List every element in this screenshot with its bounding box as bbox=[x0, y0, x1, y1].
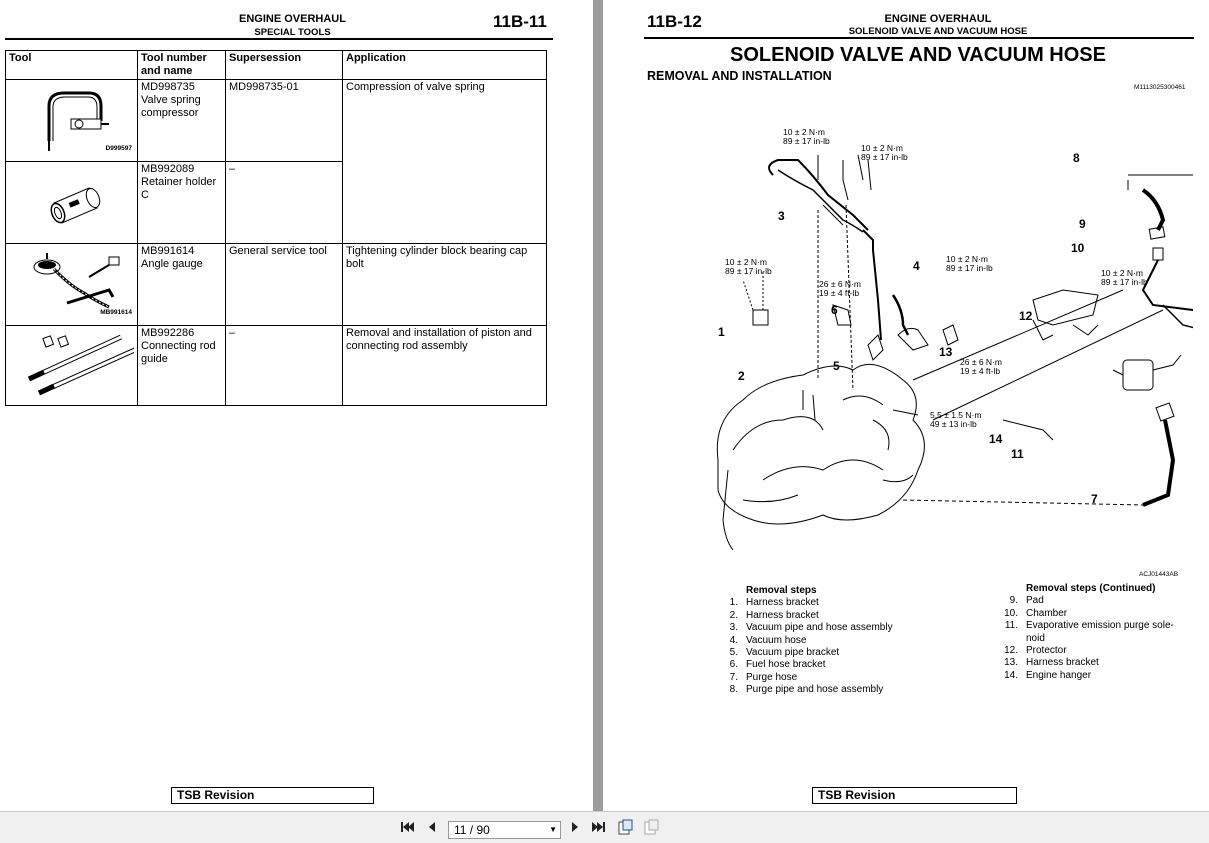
list-item: 2. Harness bracket bbox=[729, 609, 819, 621]
header-title: ENGINE OVERHAUL bbox=[884, 13, 992, 25]
page-number: 11B-11 bbox=[493, 12, 547, 31]
last-page-icon bbox=[590, 818, 608, 836]
callout-11: 11 bbox=[1011, 447, 1024, 461]
right-page bbox=[603, 0, 1209, 811]
tsb-revision-box: TSB Revision bbox=[812, 787, 1017, 804]
figure-code: ACJ01443AB bbox=[1139, 571, 1179, 578]
header-rule bbox=[5, 38, 553, 40]
callout-5: 5 bbox=[833, 359, 840, 373]
list-item: 8. Purge pipe and hose assembly bbox=[729, 684, 884, 696]
page-number: 11B-12 bbox=[647, 12, 702, 31]
callout-9: 9 bbox=[1079, 217, 1086, 231]
first-page-icon bbox=[398, 818, 416, 836]
double-page-view-button[interactable] bbox=[642, 818, 660, 836]
tool-supersession: MD998735-01 bbox=[226, 80, 343, 162]
torque-imp: 89 ± 17 in-lb bbox=[725, 266, 772, 276]
list-item: 10. Chamber bbox=[1004, 607, 1068, 619]
single-page-view-button[interactable] bbox=[616, 818, 634, 836]
torque-nm: 10 ± 2 N·m bbox=[1101, 268, 1143, 278]
previous-page-button[interactable] bbox=[423, 818, 441, 836]
connecting-rod-guide-illustration bbox=[9, 327, 134, 403]
list-item: 3. Vacuum pipe and hose assembly bbox=[729, 622, 893, 634]
col-header-number: Tool number and name bbox=[138, 51, 226, 80]
callout-7: 7 bbox=[1091, 492, 1098, 506]
torque-nm: 10 ± 2 N·m bbox=[946, 254, 988, 264]
steps-heading: Removal steps bbox=[746, 585, 817, 596]
tool-number-name: MB992286 Connecting rod guide bbox=[138, 326, 226, 406]
list-item: 6. Fuel hose bracket bbox=[729, 659, 826, 671]
table-row bbox=[6, 326, 547, 406]
torque-imp: 89 ± 17 in-lb bbox=[861, 152, 908, 162]
special-tools-table bbox=[5, 50, 547, 406]
exploded-diagram bbox=[703, 120, 1193, 570]
tool-image-cell bbox=[6, 326, 138, 406]
torque-nm: 26 ± 6 N·m bbox=[819, 279, 861, 289]
retainer-holder-illustration bbox=[9, 163, 134, 241]
tool-supersession: – bbox=[226, 162, 343, 244]
torque-nm: 5.5 ± 1.5 N·m bbox=[930, 410, 982, 420]
list-item: 9. Pad bbox=[1009, 595, 1044, 607]
tool-supersession: – bbox=[226, 326, 343, 406]
tool-image-cell bbox=[6, 80, 138, 162]
tool-application: Tightening cylinder block bearing cap bolt bbox=[343, 244, 547, 326]
tool-number-name: MB991614 Angle gauge bbox=[138, 244, 226, 326]
torque-nm: 10 ± 2 N·m bbox=[783, 127, 825, 137]
torque-imp: 19 ± 4 ft-lb bbox=[819, 288, 860, 298]
torque-imp: 89 ± 17 in-lb bbox=[783, 136, 830, 146]
removal-steps-continued-list bbox=[1000, 583, 1190, 682]
torque-imp: 89 ± 17 in-lb bbox=[1101, 277, 1148, 287]
table-row bbox=[6, 80, 547, 162]
page-indicator: 11 / 90 bbox=[454, 823, 490, 837]
header-subtitle: SOLENOID VALVE AND VACUUM HOSE bbox=[848, 26, 1028, 37]
col-header-application: Application bbox=[343, 51, 547, 80]
section-title: SOLENOID VALVE AND VACUUM HOSE bbox=[730, 44, 1106, 66]
removal-steps-list bbox=[722, 585, 893, 697]
callout-6: 6 bbox=[831, 303, 838, 317]
tool-number-name: MD998735 Valve spring compressor bbox=[138, 80, 226, 162]
col-header-tool: Tool bbox=[6, 51, 138, 80]
tool-application: Compression of valve spring bbox=[343, 80, 547, 244]
next-page-icon bbox=[566, 818, 584, 836]
callout-12: 12 bbox=[1019, 309, 1033, 323]
torque-nm: 10 ± 2 N·m bbox=[725, 257, 767, 267]
callout-4: 4 bbox=[913, 259, 920, 273]
torque-imp: 89 ± 17 in-lb bbox=[946, 263, 993, 273]
list-item: 11. Evaporative emission purge sole- noid bbox=[1004, 620, 1174, 644]
torque-imp: 49 ± 13 in-lb bbox=[930, 419, 977, 429]
figure-id: M1113025300461 bbox=[1134, 84, 1186, 91]
table-header-row bbox=[6, 51, 547, 80]
page-view-icon bbox=[616, 818, 634, 836]
list-item: 14. Engine hanger bbox=[1004, 669, 1092, 681]
list-item: 5. Vacuum pipe bracket bbox=[729, 647, 840, 659]
tool-code: D999597 bbox=[105, 145, 132, 152]
list-item: 4. Vacuum hose bbox=[729, 634, 807, 646]
list-item: 7. Purge hose bbox=[729, 671, 798, 683]
list-item: 1. Harness bracket bbox=[729, 597, 819, 609]
callout-13: 13 bbox=[939, 345, 953, 359]
table-row bbox=[6, 244, 547, 326]
viewer-toolbar bbox=[0, 811, 1209, 843]
list-item: 13. Harness bracket bbox=[1004, 657, 1099, 669]
list-item: 12. Protector bbox=[1004, 645, 1067, 657]
callout-3: 3 bbox=[778, 209, 785, 223]
tool-application: Removal and installation of piston and connecting rod assembly bbox=[343, 326, 547, 406]
tool-image-cell bbox=[6, 162, 138, 244]
section-subtitle: REMOVAL AND INSTALLATION bbox=[647, 69, 832, 83]
previous-page-icon bbox=[423, 818, 441, 836]
header-title: ENGINE OVERHAUL bbox=[239, 13, 346, 25]
next-page-button[interactable] bbox=[566, 818, 584, 836]
header-rule bbox=[644, 37, 1194, 39]
callout-1: 1 bbox=[718, 325, 725, 339]
torque-nm: 10 ± 2 N·m bbox=[861, 143, 903, 153]
callout-14: 14 bbox=[989, 432, 1003, 446]
torque-imp: 19 ± 4 ft-lb bbox=[960, 366, 1001, 376]
tool-code: MB991614 bbox=[100, 309, 132, 316]
tsb-revision-box: TSB Revision bbox=[171, 787, 374, 804]
tool-supersession: General service tool bbox=[226, 244, 343, 326]
header-subtitle: SPECIAL TOOLS bbox=[254, 27, 331, 38]
torque-nm: 26 ± 6 N·m bbox=[960, 357, 1002, 367]
col-header-supersession: Supersession bbox=[226, 51, 343, 80]
tool-image-cell bbox=[6, 244, 138, 326]
left-page bbox=[0, 0, 593, 811]
callout-10: 10 bbox=[1071, 241, 1085, 255]
first-page-button[interactable] bbox=[398, 818, 416, 836]
pages-view-icon bbox=[642, 818, 660, 836]
last-page-button[interactable] bbox=[590, 818, 608, 836]
callout-2: 2 bbox=[738, 369, 745, 383]
chevron-down-icon: ▼ bbox=[549, 825, 557, 834]
tool-number-name: MB992089 Retainer holder C bbox=[138, 162, 226, 244]
steps-heading: Removal steps (Continued) bbox=[1026, 583, 1156, 594]
callout-8: 8 bbox=[1073, 151, 1080, 165]
page-divider bbox=[593, 0, 603, 811]
page-select[interactable] bbox=[448, 821, 561, 839]
